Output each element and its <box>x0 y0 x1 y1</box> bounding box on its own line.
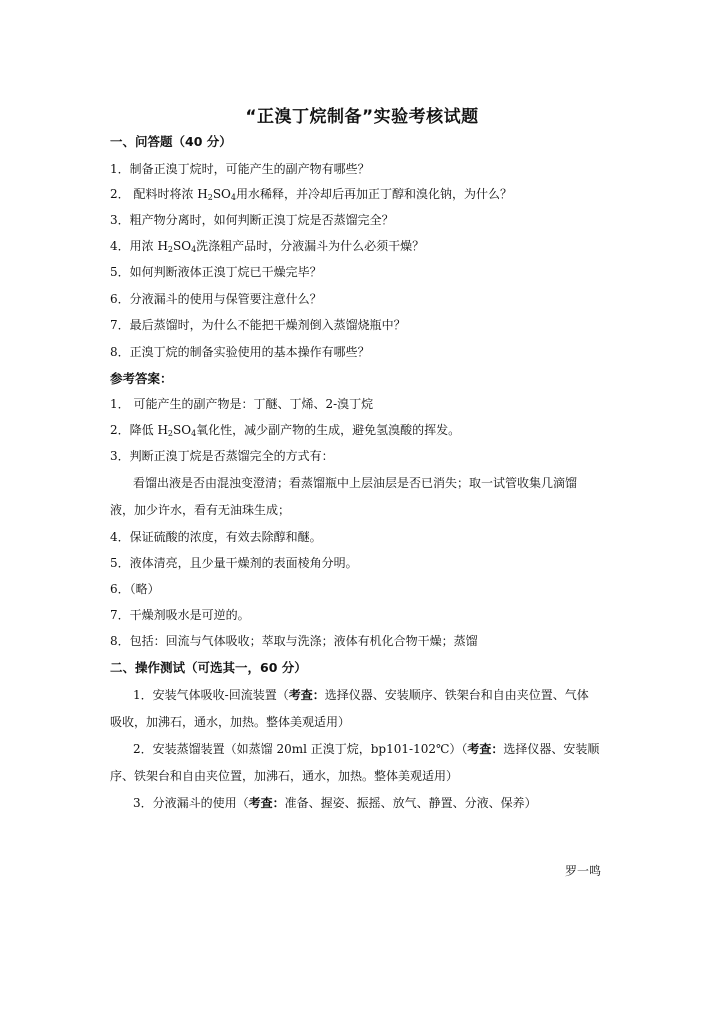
question-5: 5．如何判断液体正溴丁烷已干燥完毕？ <box>110 265 322 279</box>
question-7: 7．最后蒸馏时，为什么不能把干燥剂倒入蒸馏烧瓶中？ <box>110 318 406 332</box>
answer-1: 1． 可能产生的副产物是：丁醚、丁烯、2-溴丁烷 <box>110 397 374 411</box>
author-signature: 罗一鸣 <box>565 864 602 878</box>
section2-heading: 二、操作测试（可选其一，60 分） <box>110 660 307 675</box>
question-8: 8．正溴丁烷的制备实验使用的基本操作有哪些？ <box>110 345 370 359</box>
document-title: “正溴丁烷制备”实验考核试题 <box>245 107 479 127</box>
question-2: 2． 配料时将浓 $H_2SO_4$用水稀释，并冷却后再加正丁醇和溴化钠，为什么？ <box>110 187 512 202</box>
answer-3: 3．判断正溴丁烷是否蒸馏完全的方式有： <box>110 449 334 463</box>
answer-3-detail-line2: 液，加少许水，看有无油珠生成； <box>110 503 291 517</box>
answer-4: 4．保证硫酸的浓度，有效去除醇和醚。 <box>110 530 322 544</box>
answers-heading: 参考答案： <box>110 371 173 386</box>
question-6: 6．分液漏斗的使用与保管要注意什么？ <box>110 292 322 306</box>
operation-item-1-line2: 吸收，加沸石，通水，加热。整体美观适用） <box>110 715 351 729</box>
operation-item-3: 3．分液漏斗的使用（考查：准备、握姿、振摇、放气、静置、分液、保养） <box>133 796 537 810</box>
answer-8: 8．包括：回流与气体吸收；萃取与洗涤；液体有机化合物干燥；蒸馏 <box>110 634 478 648</box>
section1-heading: 一、问答题（40 分） <box>110 134 232 149</box>
answer-6: 6．（略） <box>110 582 160 596</box>
answer-7: 7．干燥剂吸水是可逆的。 <box>110 608 250 622</box>
question-1: 1．制备正溴丁烷时，可能产生的副产物有哪些？ <box>110 162 370 176</box>
answer-5: 5．液体清亮，且少量干燥剂的表面棱角分明。 <box>110 556 358 570</box>
operation-item-2-line2: 序、铁架台和自由夹位置，加沸石，通水，加热。整体美观适用） <box>110 769 459 783</box>
operation-item-2: 2．安装蒸馏装置（如蒸馏 20ml 正溴丁烷，bp101-102℃）（考查：选择仪器、安装顺 <box>133 742 600 756</box>
operation-item-1: 1．安装气体吸收-回流装置（考查：选择仪器、安装顺序、铁架台和自由夹位置、气体 <box>133 688 589 702</box>
answer-3-detail-line1: 看馏出液是否由混浊变澄清；看蒸馏瓶中上层油层是否已消失；取一试管收集几滴馏 <box>133 476 578 490</box>
answer-2: 2．降低 $H_2SO_4$氧化性，减少副产物的生成，避免氢溴酸的挥发。 <box>110 423 461 438</box>
question-4: 4．用浓 $H_2SO_4$洗涤粗产品时，分液漏斗为什么必须干燥？ <box>110 239 425 254</box>
question-3: 3．粗产物分离时，如何判断正溴丁烷是否蒸馏完全？ <box>110 213 394 227</box>
